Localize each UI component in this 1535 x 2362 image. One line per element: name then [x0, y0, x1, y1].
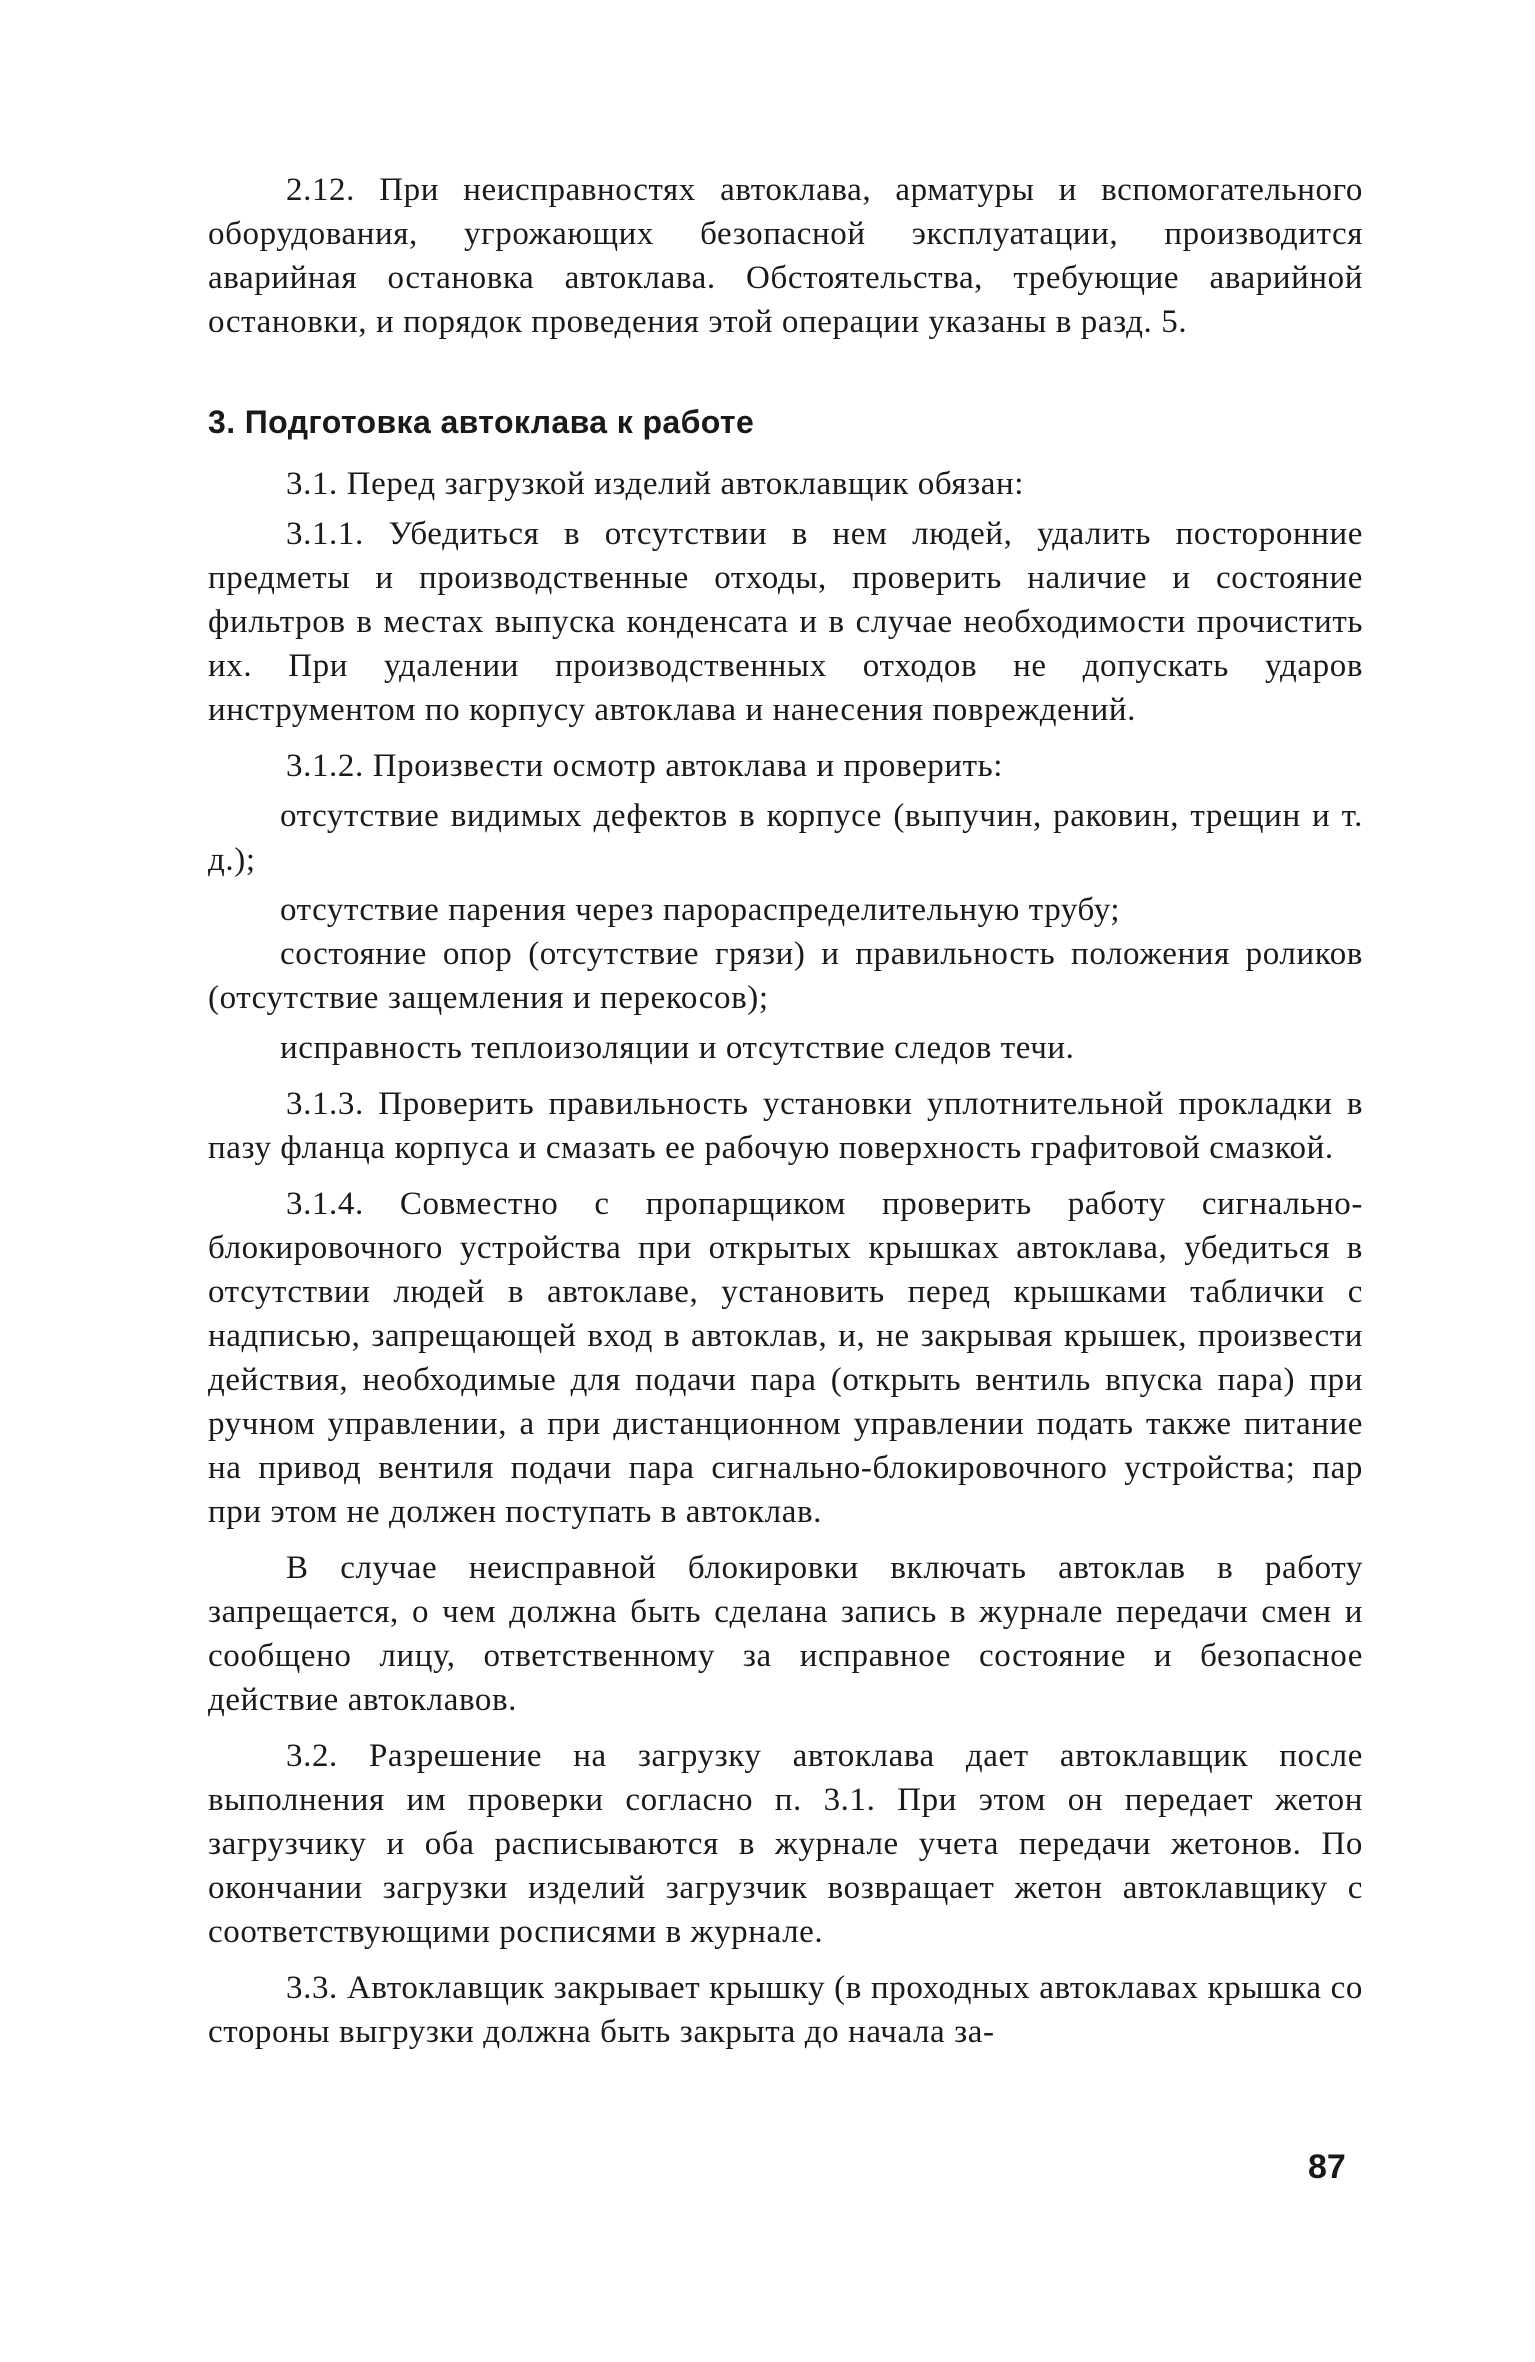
paragraph-3-1-4: 3.1.4. Совместно с пропарщиком проверить работу сигнально-блокировочного устройства при открытых крышках автоклава, убедиться в отсутствии людей в автоклаве, установить перед крышками таблички с надписью, запрещающей вход в автоклав, и, не закрывая крышек, произвести действия, необходимые для подачи пара (открыть вентиль впуска пара) при ручном управлении, а при дистанционном управлении подать также питание на привод вентиля подачи пара сигнально-блокировочного устройства; пар при этом не должен поступать в автоклав. [208, 1186, 1363, 1530]
check-item-4: исправность теплоизоляции и отсутствие следов течи. [280, 1030, 1075, 1066]
paragraph-3-1-3: 3.1.3. Проверить правильность установки уплотнительной прокладки в пазу фланца корпуса и смазать ее рабочую поверхность графитовой смазкой. [208, 1086, 1363, 1166]
paragraph-3-1-2: 3.1.2. Произвести осмотр автоклава и проверить: [286, 748, 1004, 784]
check-item-3: состояние опор (отсутствие грязи) и правильность положения роликов (отсутствие защемления и перекосов); [208, 936, 1363, 1016]
section-heading-3: 3. Подготовка автоклава к работе [208, 404, 755, 440]
paragraph-3-2: 3.2. Разрешение на загрузку автоклава дает автоклавщик после выполнения им проверки согласно п. 3.1. При этом он передает жетон загрузчику и оба расписываются в журнале учета передачи жетонов. По окончании загрузки изделий загрузчик возвращает жетон автоклавщику с соответствующими росписями в журнале. [208, 1738, 1363, 1950]
check-item-1: отсутствие видимых дефектов в корпусе (выпучин, раковин, трещин и т. д.); [208, 798, 1363, 878]
check-item-2: отсутствие парения через парораспределительную трубу; [280, 892, 1121, 928]
page-number: 87 [1308, 2148, 1346, 2186]
paragraph-3-1: 3.1. Перед загрузкой изделий автоклавщик обязан: [286, 466, 1025, 502]
paragraph-faulty-blocking: В случае неисправной блокировки включать автоклав в работу запрещается, о чем должна быть сделана запись в журнале передачи смен и сообщено лицу, ответственному за исправное состояние и безопасное действие автоклавов. [208, 1550, 1363, 1718]
paragraph-2-12: 2.12. При неисправностях автоклава, арматуры и вспомогательного оборудования, угрожающих безопасной эксплуатации, производится аварийная остановка автоклава. Обстоятельства, требующие аварийной остановки, и порядок проведения этой операции указаны в разд. 5. [208, 172, 1363, 340]
paragraph-3-1-1: 3.1.1. Убедиться в отсутствии в нем людей, удалить посторонние предметы и производственные отходы, проверить наличие и состояние фильтров в местах выпуска конденсата и в случае необходимости прочистить их. При удалении производственных отходов не допускать ударов инструментом по корпусу автоклава и нанесения повреждений. [208, 516, 1363, 728]
paragraph-3-3: 3.3. Автоклавщик закрывает крышку (в проходных автоклавах крышка со стороны выгрузки должна быть закрыта до начала за- [208, 1970, 1363, 2050]
document-page [208, 168, 1363, 2054]
